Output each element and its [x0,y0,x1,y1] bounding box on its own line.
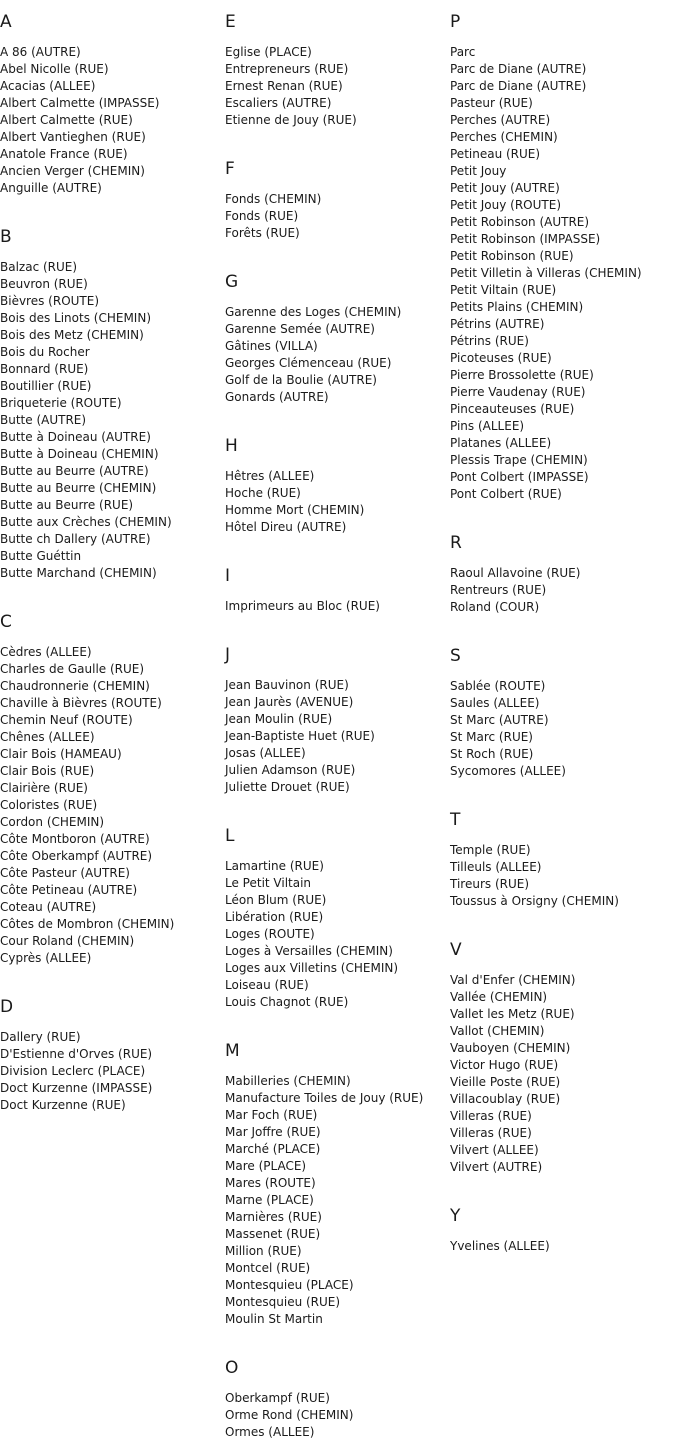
street-item[interactable]: Butte à Doineau (AUTRE) [0,430,151,444]
street-item[interactable]: Cyprès (ALLEE) [0,951,92,965]
street-item[interactable]: Vilvert (AUTRE) [450,1160,543,1174]
street-item[interactable]: Plessis Trape (CHEMIN) [450,453,588,467]
street-item[interactable]: Entrepreneurs (RUE) [225,62,349,76]
street-item[interactable]: Marché (PLACE) [225,1142,321,1156]
street-item[interactable]: Doct Kurzenne (RUE) [0,1098,126,1112]
street-item[interactable]: Côte Oberkampf (AUTRE) [0,849,153,863]
letter-section-v [450,928,675,1176]
street-item[interactable]: Bonnard (RUE) [0,362,89,376]
street-item[interactable]: Villacoublay (RUE) [450,1092,561,1106]
street-list [0,44,225,197]
street-item[interactable]: Beuvron (RUE) [0,277,88,291]
street-item[interactable]: Loges (ROUTE) [225,927,315,941]
letter-heading: I [225,566,231,586]
street-list [225,468,450,536]
street-item[interactable]: Saules (ALLEE) [450,696,540,710]
letter-section-j [225,633,450,796]
street-item[interactable]: Chaudronnerie (CHEMIN) [0,679,150,693]
street-item[interactable]: St Roch (RUE) [450,747,534,761]
street-item[interactable]: Butte aux Crèches (CHEMIN) [0,515,172,529]
street-item[interactable]: Villeras (RUE) [450,1126,532,1140]
street-list [225,1390,450,1441]
letter-section-c [0,600,225,967]
letter-heading: B [0,227,12,247]
street-item[interactable]: Juliette Drouet (RUE) [225,780,350,794]
street-item[interactable]: Albert Calmette (IMPASSE) [0,96,160,110]
street-item[interactable]: Petineau (RUE) [450,147,541,161]
street-item[interactable]: Lamartine (RUE) [225,859,324,873]
street-item[interactable]: Parc [450,45,476,59]
street-item[interactable]: Forêts (RUE) [225,226,300,240]
street-item[interactable]: Picoteuses (RUE) [450,351,552,365]
letter-section-m [225,1029,450,1328]
street-item[interactable]: Petit Robinson (RUE) [450,249,574,263]
street-list [450,842,675,910]
index-column-1 [0,0,225,1114]
street-item[interactable]: Montcel (RUE) [225,1261,311,1275]
street-item[interactable]: Golf de la Boulie (AUTRE) [225,373,377,387]
street-list [450,678,675,780]
street-item[interactable]: Temple (RUE) [450,843,531,857]
letter-heading: D [0,997,14,1017]
letter-heading: R [450,533,462,553]
street-item[interactable]: Anatole France (RUE) [0,147,128,161]
index-column-3 [450,0,675,1255]
letter-heading: H [225,436,238,456]
letter-section-a [0,0,225,197]
street-item[interactable]: Million (RUE) [225,1244,302,1258]
street-item[interactable]: Charles de Gaulle (RUE) [0,662,145,676]
street-item[interactable]: Butte au Beurre (AUTRE) [0,464,149,478]
street-item[interactable]: Mabilleries (CHEMIN) [225,1074,351,1088]
letter-section-r [450,521,675,616]
street-item[interactable]: Mares (ROUTE) [225,1176,316,1190]
street-item[interactable]: Chaville à Bièvres (ROUTE) [0,696,162,710]
street-item[interactable]: Cèdres (ALLEE) [0,645,92,659]
street-item[interactable]: Balzac (RUE) [0,260,78,274]
street-item[interactable]: Escaliers (AUTRE) [225,96,332,110]
street-item[interactable]: Tilleuls (ALLEE) [450,860,542,874]
street-item[interactable]: Garenne des Loges (CHEMIN) [225,305,402,319]
street-item[interactable]: Petit Villetin à Villeras (CHEMIN) [450,266,642,280]
letter-section-f [225,147,450,242]
street-item[interactable]: Boutillier (RUE) [0,379,92,393]
street-item[interactable]: Gâtines (VILLA) [225,339,318,353]
street-item[interactable]: Platanes (ALLEE) [450,436,552,450]
letter-section-e [225,0,450,129]
street-item[interactable]: Gonards (AUTRE) [225,390,329,404]
letter-section-y [450,1194,675,1255]
street-item[interactable]: Marnières (RUE) [225,1210,322,1224]
letter-heading: P [450,12,461,32]
street-item[interactable]: Josas (ALLEE) [225,746,306,760]
street-item[interactable]: Butte au Beurre (RUE) [0,498,134,512]
street-item[interactable]: Vieille Poste (RUE) [450,1075,561,1089]
street-item[interactable]: Chemin Neuf (ROUTE) [0,713,133,727]
street-item[interactable]: Orme Rond (CHEMIN) [225,1408,354,1422]
letter-section-p [450,0,675,503]
street-item[interactable]: Clair Bois (RUE) [0,764,95,778]
street-item[interactable]: Parc de Diane (AUTRE) [450,62,587,76]
street-item[interactable]: Oberkampf (RUE) [225,1391,330,1405]
street-item[interactable]: Rentreurs (RUE) [450,583,547,597]
letter-heading: M [225,1041,240,1061]
street-list [225,304,450,406]
street-item[interactable]: Acacias (ALLEE) [0,79,96,93]
street-item[interactable]: Jean Moulin (RUE) [225,712,333,726]
letter-heading: E [225,12,236,32]
street-item[interactable]: Pierre Vaudenay (RUE) [450,385,586,399]
street-item[interactable]: Massenet (RUE) [225,1227,321,1241]
letter-heading: F [225,159,235,179]
street-item[interactable]: Petit Viltain (RUE) [450,283,557,297]
street-item[interactable]: D'Estienne d'Orves (RUE) [0,1047,153,1061]
street-list [450,44,675,503]
street-item[interactable]: Butte Marchand (CHEMIN) [0,566,157,580]
letter-heading: C [0,612,12,632]
street-item[interactable]: Anguille (AUTRE) [0,181,102,195]
street-item[interactable]: Mare (PLACE) [225,1159,307,1173]
street-item[interactable]: Ernest Renan (RUE) [225,79,343,93]
street-item[interactable]: Albert Calmette (RUE) [0,113,133,127]
letter-section-s [450,634,675,780]
street-item[interactable]: Petit Jouy (ROUTE) [450,198,561,212]
street-item[interactable]: Vauboyen (CHEMIN) [450,1041,571,1055]
street-item[interactable]: Pinceauteuses (RUE) [450,402,575,416]
street-item[interactable]: Yvelines (ALLEE) [450,1239,550,1253]
street-list [225,677,450,796]
street-item[interactable]: Marne (PLACE) [225,1193,314,1207]
street-item[interactable]: Côtes de Mombron (CHEMIN) [0,917,175,931]
street-item[interactable]: Loiseau (RUE) [225,978,309,992]
street-item[interactable]: Toussus à Orsigny (CHEMIN) [450,894,619,908]
letter-section-h [225,424,450,536]
street-item[interactable]: Briqueterie (ROUTE) [0,396,122,410]
letter-heading: J [225,645,231,665]
street-item[interactable]: Chênes (ALLEE) [0,730,95,744]
street-item[interactable]: Vallot (CHEMIN) [450,1024,545,1038]
index-column-2 [225,0,450,1441]
letter-heading: G [225,272,239,292]
street-item[interactable]: Imprimeurs au Bloc (RUE) [225,599,380,613]
letter-section-t [450,798,675,910]
street-item[interactable]: Coloristes (RUE) [0,798,98,812]
street-item[interactable]: Louis Chagnot (RUE) [225,995,349,1009]
street-item[interactable]: Moulin St Martin [225,1312,323,1326]
street-item[interactable]: Julien Adamson (RUE) [225,763,356,777]
letter-section-o [225,1346,450,1441]
street-item[interactable]: Jean Bauvinon (RUE) [225,678,349,692]
street-item[interactable]: Albert Vantieghen (RUE) [0,130,146,144]
street-item[interactable]: Val d'Enfer (CHEMIN) [450,973,576,987]
letter-section-l [225,814,450,1011]
street-item[interactable]: Mar Foch (RUE) [225,1108,318,1122]
street-list [0,644,225,967]
street-item[interactable]: Mar Joffre (RUE) [225,1125,321,1139]
street-item[interactable]: Côte Pasteur (AUTRE) [0,866,130,880]
street-item[interactable]: Hôtel Direu (AUTRE) [225,520,347,534]
street-item[interactable]: Vallée (CHEMIN) [450,990,548,1004]
street-list [225,598,450,615]
street-item[interactable]: Côte Petineau (AUTRE) [0,883,138,897]
street-list [225,858,450,1011]
letter-heading: S [450,646,461,666]
letter-heading: L [225,826,235,846]
street-item[interactable]: Eglise (PLACE) [225,45,312,59]
street-item[interactable]: Fonds (RUE) [225,209,299,223]
street-item[interactable]: Loges aux Villetins (CHEMIN) [225,961,399,975]
street-item[interactable]: St Marc (RUE) [450,730,533,744]
street-item[interactable]: Vallet les Metz (RUE) [450,1007,575,1021]
street-item[interactable]: Butte (AUTRE) [0,413,87,427]
street-item[interactable]: Petits Plains (CHEMIN) [450,300,584,314]
letter-heading: A [0,12,12,32]
street-item[interactable]: Garenne Semée (AUTRE) [225,322,375,336]
street-item[interactable]: Tireurs (RUE) [450,877,530,891]
street-item[interactable]: Clair Bois (HAMEAU) [0,747,122,761]
street-item[interactable]: Vilvert (ALLEE) [450,1143,539,1157]
street-item[interactable]: Homme Mort (CHEMIN) [225,503,365,517]
street-item[interactable]: Cour Roland (CHEMIN) [0,934,135,948]
street-item[interactable]: Pasteur (RUE) [450,96,533,110]
street-item[interactable]: Georges Clémenceau (RUE) [225,356,392,370]
street-list [225,44,450,129]
street-item[interactable]: Jean-Baptiste Huet (RUE) [225,729,375,743]
street-item[interactable]: A 86 (AUTRE) [0,45,81,59]
letter-heading: V [450,940,462,960]
street-item[interactable]: Côte Montboron (AUTRE) [0,832,150,846]
street-list [450,1238,675,1255]
street-item[interactable]: Cordon (CHEMIN) [0,815,105,829]
street-item[interactable]: Petit Jouy (AUTRE) [450,181,560,195]
street-item[interactable]: Division Leclerc (PLACE) [0,1064,146,1078]
street-item[interactable]: Doct Kurzenne (IMPASSE) [0,1081,153,1095]
letter-heading: O [225,1358,239,1378]
street-list [225,191,450,242]
street-item[interactable]: Ormes (ALLEE) [225,1425,315,1439]
street-list [0,1029,225,1114]
street-item[interactable]: Butte au Beurre (CHEMIN) [0,481,157,495]
street-item[interactable]: Pétrins (AUTRE) [450,317,545,331]
street-item[interactable]: Petit Jouy [450,164,507,178]
street-list [450,972,675,1176]
street-item[interactable]: Bièvres (ROUTE) [0,294,100,308]
street-item[interactable]: Coteau (AUTRE) [0,900,97,914]
letter-section-i [225,554,450,615]
letter-section-b [0,215,225,582]
street-item[interactable]: Clairière (RUE) [0,781,88,795]
street-item[interactable]: Montesquieu (PLACE) [225,1278,354,1292]
street-item[interactable]: Abel Nicolle (RUE) [0,62,109,76]
street-item[interactable]: Bois du Rocher [0,345,90,359]
street-item[interactable]: Hoche (RUE) [225,486,301,500]
street-item[interactable]: Léon Blum (RUE) [225,893,327,907]
street-item[interactable]: Etienne de Jouy (RUE) [225,113,357,127]
street-item[interactable]: Bois des Metz (CHEMIN) [0,328,144,342]
street-list [450,565,675,616]
street-item[interactable]: Pont Colbert (RUE) [450,487,562,501]
street-item[interactable]: Le Petit Viltain [225,876,312,890]
letter-section-d [0,985,225,1114]
street-item[interactable]: Pierre Brossolette (RUE) [450,368,594,382]
letter-heading: Y [450,1206,461,1226]
street-item[interactable]: Victor Hugo (RUE) [450,1058,559,1072]
street-item[interactable]: Pont Colbert (IMPASSE) [450,470,589,484]
street-item[interactable]: Dallery (RUE) [0,1030,81,1044]
street-item[interactable]: Loges à Versailles (CHEMIN) [225,944,393,958]
street-item[interactable]: Ancien Verger (CHEMIN) [0,164,145,178]
street-item[interactable]: Bois des Linots (CHEMIN) [0,311,151,325]
street-item[interactable]: Butte Guéttin [0,549,82,563]
street-item[interactable]: Villeras (RUE) [450,1109,532,1123]
street-item[interactable]: Montesquieu (RUE) [225,1295,341,1309]
street-list [0,259,225,582]
street-item[interactable]: Pins (ALLEE) [450,419,525,433]
street-item[interactable]: Roland (COUR) [450,600,540,614]
street-item[interactable]: Parc de Diane (AUTRE) [450,79,587,93]
street-item[interactable]: Sycomores (ALLEE) [450,764,566,778]
letter-heading: T [450,810,461,830]
street-item[interactable]: Perches (CHEMIN) [450,130,558,144]
street-list [225,1073,450,1328]
street-item[interactable]: Pétrins (RUE) [450,334,529,348]
street-item[interactable]: St Marc (AUTRE) [450,713,549,727]
street-item[interactable]: Petit Robinson (AUTRE) [450,215,590,229]
street-item[interactable]: Manufacture Toiles de Jouy (RUE) [225,1091,424,1105]
street-item[interactable]: Butte à Doineau (CHEMIN) [0,447,159,461]
street-item[interactable]: Libération (RUE) [225,910,324,924]
street-item[interactable]: Raoul Allavoine (RUE) [450,566,581,580]
street-item[interactable]: Petit Robinson (IMPASSE) [450,232,601,246]
street-item[interactable]: Sablée (ROUTE) [450,679,546,693]
street-item[interactable]: Butte ch Dallery (AUTRE) [0,532,151,546]
street-item[interactable]: Jean Jaurès (AVENUE) [225,695,354,709]
street-item[interactable]: Hêtres (ALLEE) [225,469,315,483]
letter-section-g [225,260,450,406]
street-item[interactable]: Fonds (CHEMIN) [225,192,322,206]
street-item[interactable]: Perches (AUTRE) [450,113,551,127]
